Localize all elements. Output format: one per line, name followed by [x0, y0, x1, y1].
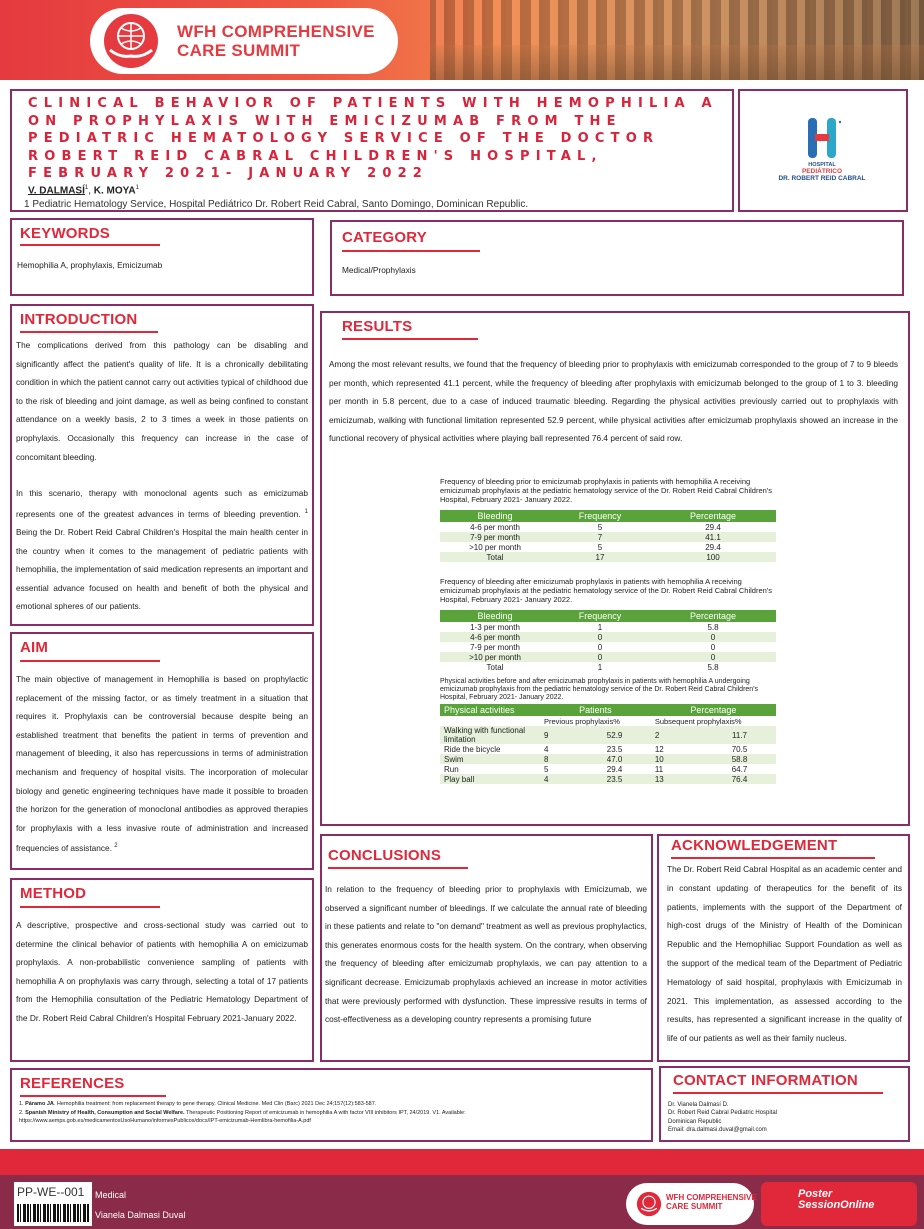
table-row: 7-9 per month 7 41.1 [440, 532, 776, 542]
logo-line2: CARE SUMMIT [177, 41, 301, 60]
acknowledgement-heading: ACKNOWLEDGEMENT [671, 837, 838, 854]
acknowledgement-box [657, 834, 910, 1062]
acknowledgement-text: The Dr. Robert Reid Cabral Hospital as an academic center and in constant updating of therapeutics for the benefit of its patients, implements with the support of the Department of high-cost drugs of the Ministry of Health of the Dominican Republic and the Hemophiliac Support Foundation as well as the support of the medical team of the Department of Pediatric Hematology of said hospital, prophylaxis with Emicizumab in 2021. This implementation, as assessed according to the results, has represented a significant increase in the quality of life of our patients as well as their family nucleus. [667, 864, 902, 1044]
affiliation: 1 Pediatric Hematology Service, Hospital Pediátrico Dr. Robert Reid Cabral, Santo Domingo, Dominican Republic. [24, 199, 529, 210]
table-header-row: Bleeding Frequency Percentage [440, 610, 776, 622]
references-box [10, 1068, 653, 1142]
footer-globe-icon [636, 1191, 662, 1217]
results-text: Among the most relevant results, we found that the frequency of bleeding prior to prophylaxis with emicizumab corresponded to the group of 7 to 9 bleeds per month, which represented 41.1 percent, while the frequency of bleeding after prophylaxis with emicizumab belonged to the group of 1 to 3. bleeding per month in 5.8 percent, due to a case of induced traumatic bleeding. Regarding the physical activities previously carried out to prophylaxis with emicizumab, walking with functional limitation represented 52.9 percent, while physical activities after emicizumab prophylaxis showed an increase in the functional recovery of physical activities where playing ball represented 76.4 percent of said row. [329, 359, 898, 444]
globe-hands-icon [96, 12, 166, 70]
table2 [440, 610, 776, 672]
references-heading: REFERENCES [20, 1075, 125, 1092]
table2-caption: Frequency of bleeding after emicizumab prophylaxis in patients with hemophilia A receiving emicizumab prophylaxis at the pediatric hematology service of the Dr. Robert Reid Cabral Children's Hospital, February 2021- January 2022. [440, 577, 773, 604]
reference-1: 1. Páramo JA. Hemophilia treatment: from replacement therapy to gene therapy. Clinical Medicine. Med Clin (Barc) 2021 Dec 24;157(12):583-587. [19, 1101, 377, 1107]
table-row: Total 17 100 [440, 552, 776, 562]
table-row: 4-6 per month 5 29.4 [440, 522, 776, 532]
footer-author: Vianela Dalmasi Duval [95, 1210, 186, 1220]
category-heading: CATEGORY [342, 229, 427, 246]
introduction-heading: INTRODUCTION [20, 311, 138, 328]
table-subheader-row: Previous prophylaxis% Subsequent prophylaxis% [440, 716, 776, 726]
introduction-box [10, 304, 314, 626]
table-row: Ride the bicycle 4 23.5 12 70.5 [440, 744, 776, 754]
contact-heading: CONTACT INFORMATION [673, 1072, 858, 1089]
table-row: Total 1 5.8 [440, 662, 776, 672]
hospital-label-2: PEDIÁTRICO [801, 168, 843, 175]
poster-code: PP-WE--001 [17, 1185, 85, 1199]
aim-text: The main objective of management in Hemophilia is based on prophylactic replacement of the missing factor, or as timely treatment in a situation that requires it. Prophylaxis can be controversial because despite being an established treatment that benefits the patient in terms of prevention and management of bleeding, it also has repercussions in terms of administration mechanism and frequency of hospital visits. The incorporation of molecular biology and genetic engineering techniques have made it possible to broaden the horizon for the generation of monoclonal antibodies as approved therapies for prophylaxis with a less invasive route of administration and increased frequencies of assistance. [16, 674, 308, 854]
results-box [320, 311, 910, 826]
method-box [10, 878, 314, 1062]
table-row: >10 per month 0 0 [440, 652, 776, 662]
barcode [17, 1204, 89, 1222]
conclusions-text: In relation to the frequency of bleeding prior to prophylaxis with Emicizumab, we observed a significant number of bleedings. If we calculate the annual rate of bleeding in these patients and relate to "on demand" treatment as well as previous prophylactics, this generates enormous costs for the health system. On the contrary, when observing the frequency of bleeding after emicizumab prophylaxis, we can pay attention to a significant decrease. Emicizumab prophylaxis achieved an increase in motor activities that were previously performed with dysfunction. These impressive results in terms of cost-effectiveness as a developing country represents a promising future [325, 884, 647, 1025]
table1-caption: Frequency of bleeding prior to emicizumab prophylaxis in patients with hemophilia A receiving emicizumab prophylaxis at the pediatric hematology service of the Dr. Robert Reid Cabral Children's Hospital, February 2021- January 2022. [440, 477, 773, 504]
table3 [440, 704, 776, 784]
table3-caption: Physical activities before and after emicizumab prophylaxis in patients with hemophilia A undergoing emicizumab prophylaxis from the pediatric hematology service of the Dr. Robert Reid Cabral Children's Hospital, February 2021- January 2022. [440, 678, 759, 701]
logo-line1: WFH COMPREHENSIVE [177, 22, 375, 41]
contact-box [659, 1066, 910, 1142]
author-2: K. MOYA [93, 185, 136, 197]
keywords-heading: KEYWORDS [20, 225, 110, 242]
poster-title: CLINICAL BEHAVIOR OF PATIENTS WITH HEMOPHILIA A ON PROPHYLAXIS WITH EMICIZUMAB FROM THE PEDIATRIC HEMATOLOGY SERVICE OF THE DOCTOR ROBERT REID CABRAL CHILDREN'S HOSPITAL, FEBRUARY 2021- JANUARY 2022 [28, 96, 718, 181]
table-row: 1-3 per month 1 5.8 [440, 622, 776, 632]
table-row: Run 5 29.4 11 64.7 [440, 764, 776, 774]
table-row: >10 per month 5 29.4 [440, 542, 776, 552]
keywords-box [10, 218, 314, 296]
reference-url[interactable]: https://www.aemps.gob.es/medicamentosUsoHumano/informesPublicos/docs/IPT-emicizumab-Hemlibra-hemofilia-A.pdf [19, 1117, 311, 1124]
method-text: A descriptive, prospective and cross-sectional study was carried out to determine the clinical behavior of patients with hemophilia A on emicizumab prophylaxis. A non-probabilistic convenience sampling of patients with hemophilia A on prophylaxis was carry through, selecting a total of 17 patients from the Hemophilia consultation of the Pediatric Hematology Department of the Dr. Robert Reid Cabral Children's Hospital February 2021-January 2022. [16, 920, 308, 1023]
table-header-row: Physical activities Patients Percentage [440, 704, 776, 716]
category-box [330, 220, 904, 296]
category-text: Medical/Prophylaxis [342, 265, 416, 275]
keywords-text: Hemophilia A, prophylaxis, Emicizumab [17, 260, 163, 270]
introduction-p2: In this scenario, therapy with monoclonal agents such as emicizumab represents one of the greatest advances in terms of bleeding prevention. $^1$ Being the Dr. Robert Reid Cabral Children's Hospital the main health center in the country when it comes to the management of pediatric patients with hemophilia, the implementation of said medication represents an important and essential advance focused on health and benefit of both the physical and emotional spheres of our patients. [16, 488, 308, 612]
method-heading: METHOD [20, 885, 87, 902]
aim-heading: AIM [20, 639, 49, 656]
aim-box: AIM The main objective of management in Hemophilia is based on prophylactic replacement of the missing factor, or as timely treatment in a situation that requires it. Prophylaxis can be controversial because despite being an established treatment that benefits the patient in terms of prevention and management of bleeding, it also has repercussions in terms of administration mechanism and frequency of hospital visits. The incorporation of molecular biology and genetic engineering techniques have made it possible to broaden the horizon for the generation of monoclonal antibodies as approved therapies for prophylaxis with a less invasive route of administration and increased frequencies of assistance. $^2$ [10, 632, 314, 870]
hospital-name: DR. ROBERT REID CABRAL [778, 175, 866, 182]
table1 [440, 510, 776, 562]
table-row: Play ball 4 23.5 13 76.4 [440, 774, 776, 784]
table-row: Walking with functional limitation 9 52.9 2 11.7 [440, 726, 776, 744]
hospital-h-icon [802, 114, 842, 162]
table-row: Swim 8 47.0 10 58.8 [440, 754, 776, 764]
table-row: 7-9 per month 0 0 [440, 642, 776, 652]
authors: V. DALMASÍ$^1$, K. MOYA$^1$ [28, 185, 139, 197]
contact-email[interactable]: Email: dra.dalmasi.duval@gmail.com [668, 1127, 767, 1134]
table-row: 4-6 per month 0 0 [440, 632, 776, 642]
reference-2: 2. Spanish Ministry of Health, Consumption and Social Welfare. Therapeutic Positioning Report of emicizumab in hemophilia A with factor VIII inhibitors IPT, 24/2019. V1. Available: https://www.aemps.gob.es/medicamentosUsoHumano/informesPublicos/docs/IPT-emicizumab-Hemlibra-hemofilia-A.pdf [19, 1110, 466, 1124]
results-heading: RESULTS [342, 318, 413, 335]
hospital-label: HOSPITAL [808, 162, 836, 168]
author-1: V. DALMASÍ [28, 185, 85, 197]
table-header-row: Bleeding Frequency Percentage [440, 510, 776, 522]
hospital-logo [772, 114, 872, 182]
contact-details: Dr. Vianela Dalmasí D. Dr. Robert Reid Cabral Pediatric Hospital Dominican Republic Email: dra.dalmasi.duval@gmail.com [668, 1102, 778, 1134]
conclusions-box [320, 834, 653, 1062]
introduction-p1: The complications derived from this pathology can be disabling and significantly affect the patient's quality of life. It is a chronically debilitating condition in which the patient cannot carry out activities typical of childhood due to the risk of bleeding and joint damage, as well as being confined to constant attendance on a weekly basis, 2 to 3 times a week in those patients on prophylaxis. Occasionally this frequency can increase in the case of concomitant bleeding. [16, 340, 308, 462]
title-box [10, 89, 734, 212]
footer-category: Medical [95, 1190, 127, 1200]
conclusions-heading: CONCLUSIONS [328, 847, 442, 864]
